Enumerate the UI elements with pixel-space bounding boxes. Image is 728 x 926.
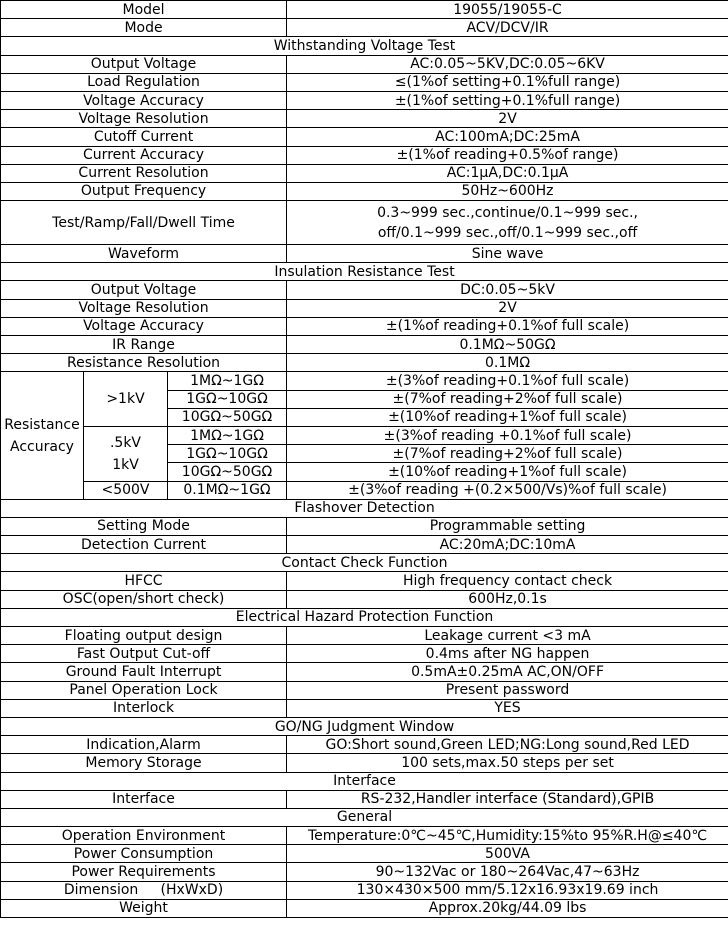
row-label: Operation Environment (1, 827, 287, 845)
row-label: Memory Storage (1, 754, 287, 772)
section-header-row (1, 37, 728, 55)
row-label: Waveform (1, 245, 287, 263)
section-title: Flashover Detection (1, 499, 728, 517)
row-label: Weight (1, 899, 287, 917)
table-row (1, 863, 728, 881)
table-row (1, 881, 728, 899)
row-value: ±(1%of reading+0.1%of full scale) (287, 317, 728, 335)
table-row (1, 55, 728, 73)
section-title: General (1, 808, 728, 826)
accuracy-label-line: Resistance (4, 416, 80, 433)
table-row (1, 845, 728, 863)
row-value (287, 201, 728, 245)
row-value: Present password (287, 681, 728, 699)
table-row (1, 899, 728, 917)
resistance-range: 10GΩ~50GΩ (168, 408, 287, 426)
row-label: Interface (1, 790, 287, 808)
section-title: Interface (1, 772, 728, 790)
table-row (1, 110, 728, 128)
table-row (1, 645, 728, 663)
row-value: AC:0.05~5KV,DC:0.05~6KV (287, 55, 728, 73)
section-header-row (1, 717, 728, 735)
table-row (1, 627, 728, 645)
row-value: High frequency contact check (287, 572, 728, 590)
row-value: ±(1%of reading+0.5%of range) (287, 146, 728, 164)
row-value: ±(10%of reading+1%of full scale) (287, 463, 728, 481)
row-value: ±(3%of reading+0.1%of full scale) (287, 372, 728, 390)
row-label: Panel Operation Lock (1, 681, 287, 699)
row-value: 500VA (287, 845, 728, 863)
section-header-row (1, 554, 728, 572)
section-title: GO/NG Judgment Window (1, 717, 728, 735)
table-row (1, 426, 728, 444)
section-header-row (1, 263, 728, 281)
table-row (1, 827, 728, 845)
row-value: ±(7%of reading+2%of full scale) (287, 445, 728, 463)
row-label: Power Requirements (1, 863, 287, 881)
table-row (1, 164, 728, 182)
row-label: Mode (1, 19, 287, 37)
row-label: Current Accuracy (1, 146, 287, 164)
table-row (1, 281, 728, 299)
row-value: RS-232,Handler interface (Standard),GPIB (287, 790, 728, 808)
voltage-group-line: 1kV (112, 456, 139, 473)
row-label: Detection Current (1, 536, 287, 554)
section-title: Withstanding Voltage Test (1, 37, 728, 55)
table-row (1, 336, 728, 354)
row-value: 2V (287, 110, 728, 128)
row-value: 100 sets,max.50 steps per set (287, 754, 728, 772)
row-value: 0.5mA±0.25mA AC,ON/OFF (287, 663, 728, 681)
resistance-range: 10GΩ~50GΩ (168, 463, 287, 481)
row-label: Indication,Alarm (1, 736, 287, 754)
row-value-line: 0.3~999 sec.,continue/0.1~999 sec., (377, 204, 638, 221)
row-label: Ground Fault Interrupt (1, 663, 287, 681)
voltage-group-label (84, 426, 168, 481)
table-row (1, 317, 728, 335)
resistance-range: 1GΩ~10GΩ (168, 390, 287, 408)
section-title: Electrical Hazard Protection Function (1, 608, 728, 626)
row-value: ±(3%of reading +(0.2×500/Vs)%of full scale) (287, 481, 728, 499)
resistance-range: 1MΩ~1GΩ (168, 426, 287, 444)
row-value: 0.1MΩ (287, 354, 728, 372)
row-label: IR Range (1, 336, 287, 354)
row-label: HFCC (1, 572, 287, 590)
section-header-row (1, 808, 728, 826)
row-label: Setting Mode (1, 517, 287, 535)
resistance-range: 0.1MΩ~1GΩ (168, 481, 287, 499)
row-value: 600Hz,0.1s (287, 590, 728, 608)
row-label: Output Voltage (1, 55, 287, 73)
row-value: ≤(1%of setting+0.1%full range) (287, 73, 728, 91)
resistance-accuracy-label (1, 372, 84, 499)
table-row (1, 681, 728, 699)
row-value: 50Hz~600Hz (287, 182, 728, 200)
row-value: ±(3%of reading +0.1%of full scale) (287, 426, 728, 444)
row-label: Resistance Resolution (1, 354, 287, 372)
row-value: 90~132Vac or 180~264Vac,47~63Hz (287, 863, 728, 881)
row-label: OSC(open/short check) (1, 590, 287, 608)
row-label: Voltage Accuracy (1, 317, 287, 335)
row-label: Voltage Resolution (1, 299, 287, 317)
row-label: Fast Output Cut-off (1, 645, 287, 663)
table-row (1, 536, 728, 554)
table-row (1, 354, 728, 372)
row-label: Voltage Resolution (1, 110, 287, 128)
row-label: Interlock (1, 699, 287, 717)
row-value: 0.4ms after NG happen (287, 645, 728, 663)
voltage-group-label: >1kV (84, 372, 168, 427)
row-value: 130×430×500 mm/5.12x16.93x19.69 inch (287, 881, 728, 899)
section-header-row (1, 772, 728, 790)
row-value: 2V (287, 299, 728, 317)
resistance-range: 1MΩ~1GΩ (168, 372, 287, 390)
row-value: ±(7%of reading+2%of full scale) (287, 390, 728, 408)
row-value: AC:100mA;DC:25mA (287, 128, 728, 146)
table-row (1, 1, 728, 19)
row-value: AC:1μA,DC:0.1μA (287, 164, 728, 182)
row-label: Floating output design (1, 627, 287, 645)
table-row (1, 517, 728, 535)
row-label: Current Resolution (1, 164, 287, 182)
table-row (1, 182, 728, 200)
row-value: Programmable setting (287, 517, 728, 535)
section-header-row (1, 608, 728, 626)
table-row (1, 245, 728, 263)
table-row (1, 73, 728, 91)
table-row (1, 481, 728, 499)
row-label: Output Frequency (1, 182, 287, 200)
row-label: Test/Ramp/Fall/Dwell Time (1, 201, 287, 245)
table-row (1, 572, 728, 590)
row-value: ACV/DCV/IR (287, 19, 728, 37)
table-row (1, 590, 728, 608)
table-row (1, 201, 728, 245)
table-row (1, 699, 728, 717)
row-label: Cutoff Current (1, 128, 287, 146)
section-title: Insulation Resistance Test (1, 263, 728, 281)
row-value: AC:20mA;DC:10mA (287, 536, 728, 554)
row-label: Output Voltage (1, 281, 287, 299)
resistance-range: 1GΩ~10GΩ (168, 445, 287, 463)
accuracy-label-line: Accuracy (10, 438, 74, 455)
row-label: Voltage Accuracy (1, 91, 287, 109)
table-row (1, 754, 728, 772)
row-label: Dimension (HxWxD) (1, 881, 287, 899)
table-row (1, 128, 728, 146)
row-label: Load Regulation (1, 73, 287, 91)
row-value: Sine wave (287, 245, 728, 263)
row-value-line: off/0.1~999 sec.,off/0.1~999 sec.,off (377, 224, 638, 241)
row-value: Temperature:0℃~45℃,Humidity:15%to 95%R.H@≤40℃ (287, 827, 728, 845)
row-value: YES (287, 699, 728, 717)
table-row (1, 790, 728, 808)
row-value: Leakage current <3 mA (287, 627, 728, 645)
section-title: Contact Check Function (1, 554, 728, 572)
section-header-row (1, 499, 728, 517)
row-value: 0.1MΩ~50GΩ (287, 336, 728, 354)
table-row (1, 372, 728, 390)
row-value: ±(1%of setting+0.1%full range) (287, 91, 728, 109)
row-value: ±(10%of reading+1%of full scale) (287, 408, 728, 426)
table-row (1, 19, 728, 37)
table-row (1, 663, 728, 681)
row-label: Model (1, 1, 287, 19)
table-row (1, 299, 728, 317)
table-row (1, 146, 728, 164)
table-row (1, 736, 728, 754)
voltage-group-line: .5kV (109, 434, 142, 451)
voltage-group-label: <500V (84, 481, 168, 499)
row-value: GO:Short sound,Green LED;NG:Long sound,Red LED (287, 736, 728, 754)
row-value: 19055/19055-C (287, 1, 728, 19)
row-value: Approx.20kg/44.09 lbs (287, 899, 728, 917)
row-value: DC:0.05~5kV (287, 281, 728, 299)
row-label: Power Consumption (1, 845, 287, 863)
table-row (1, 91, 728, 109)
